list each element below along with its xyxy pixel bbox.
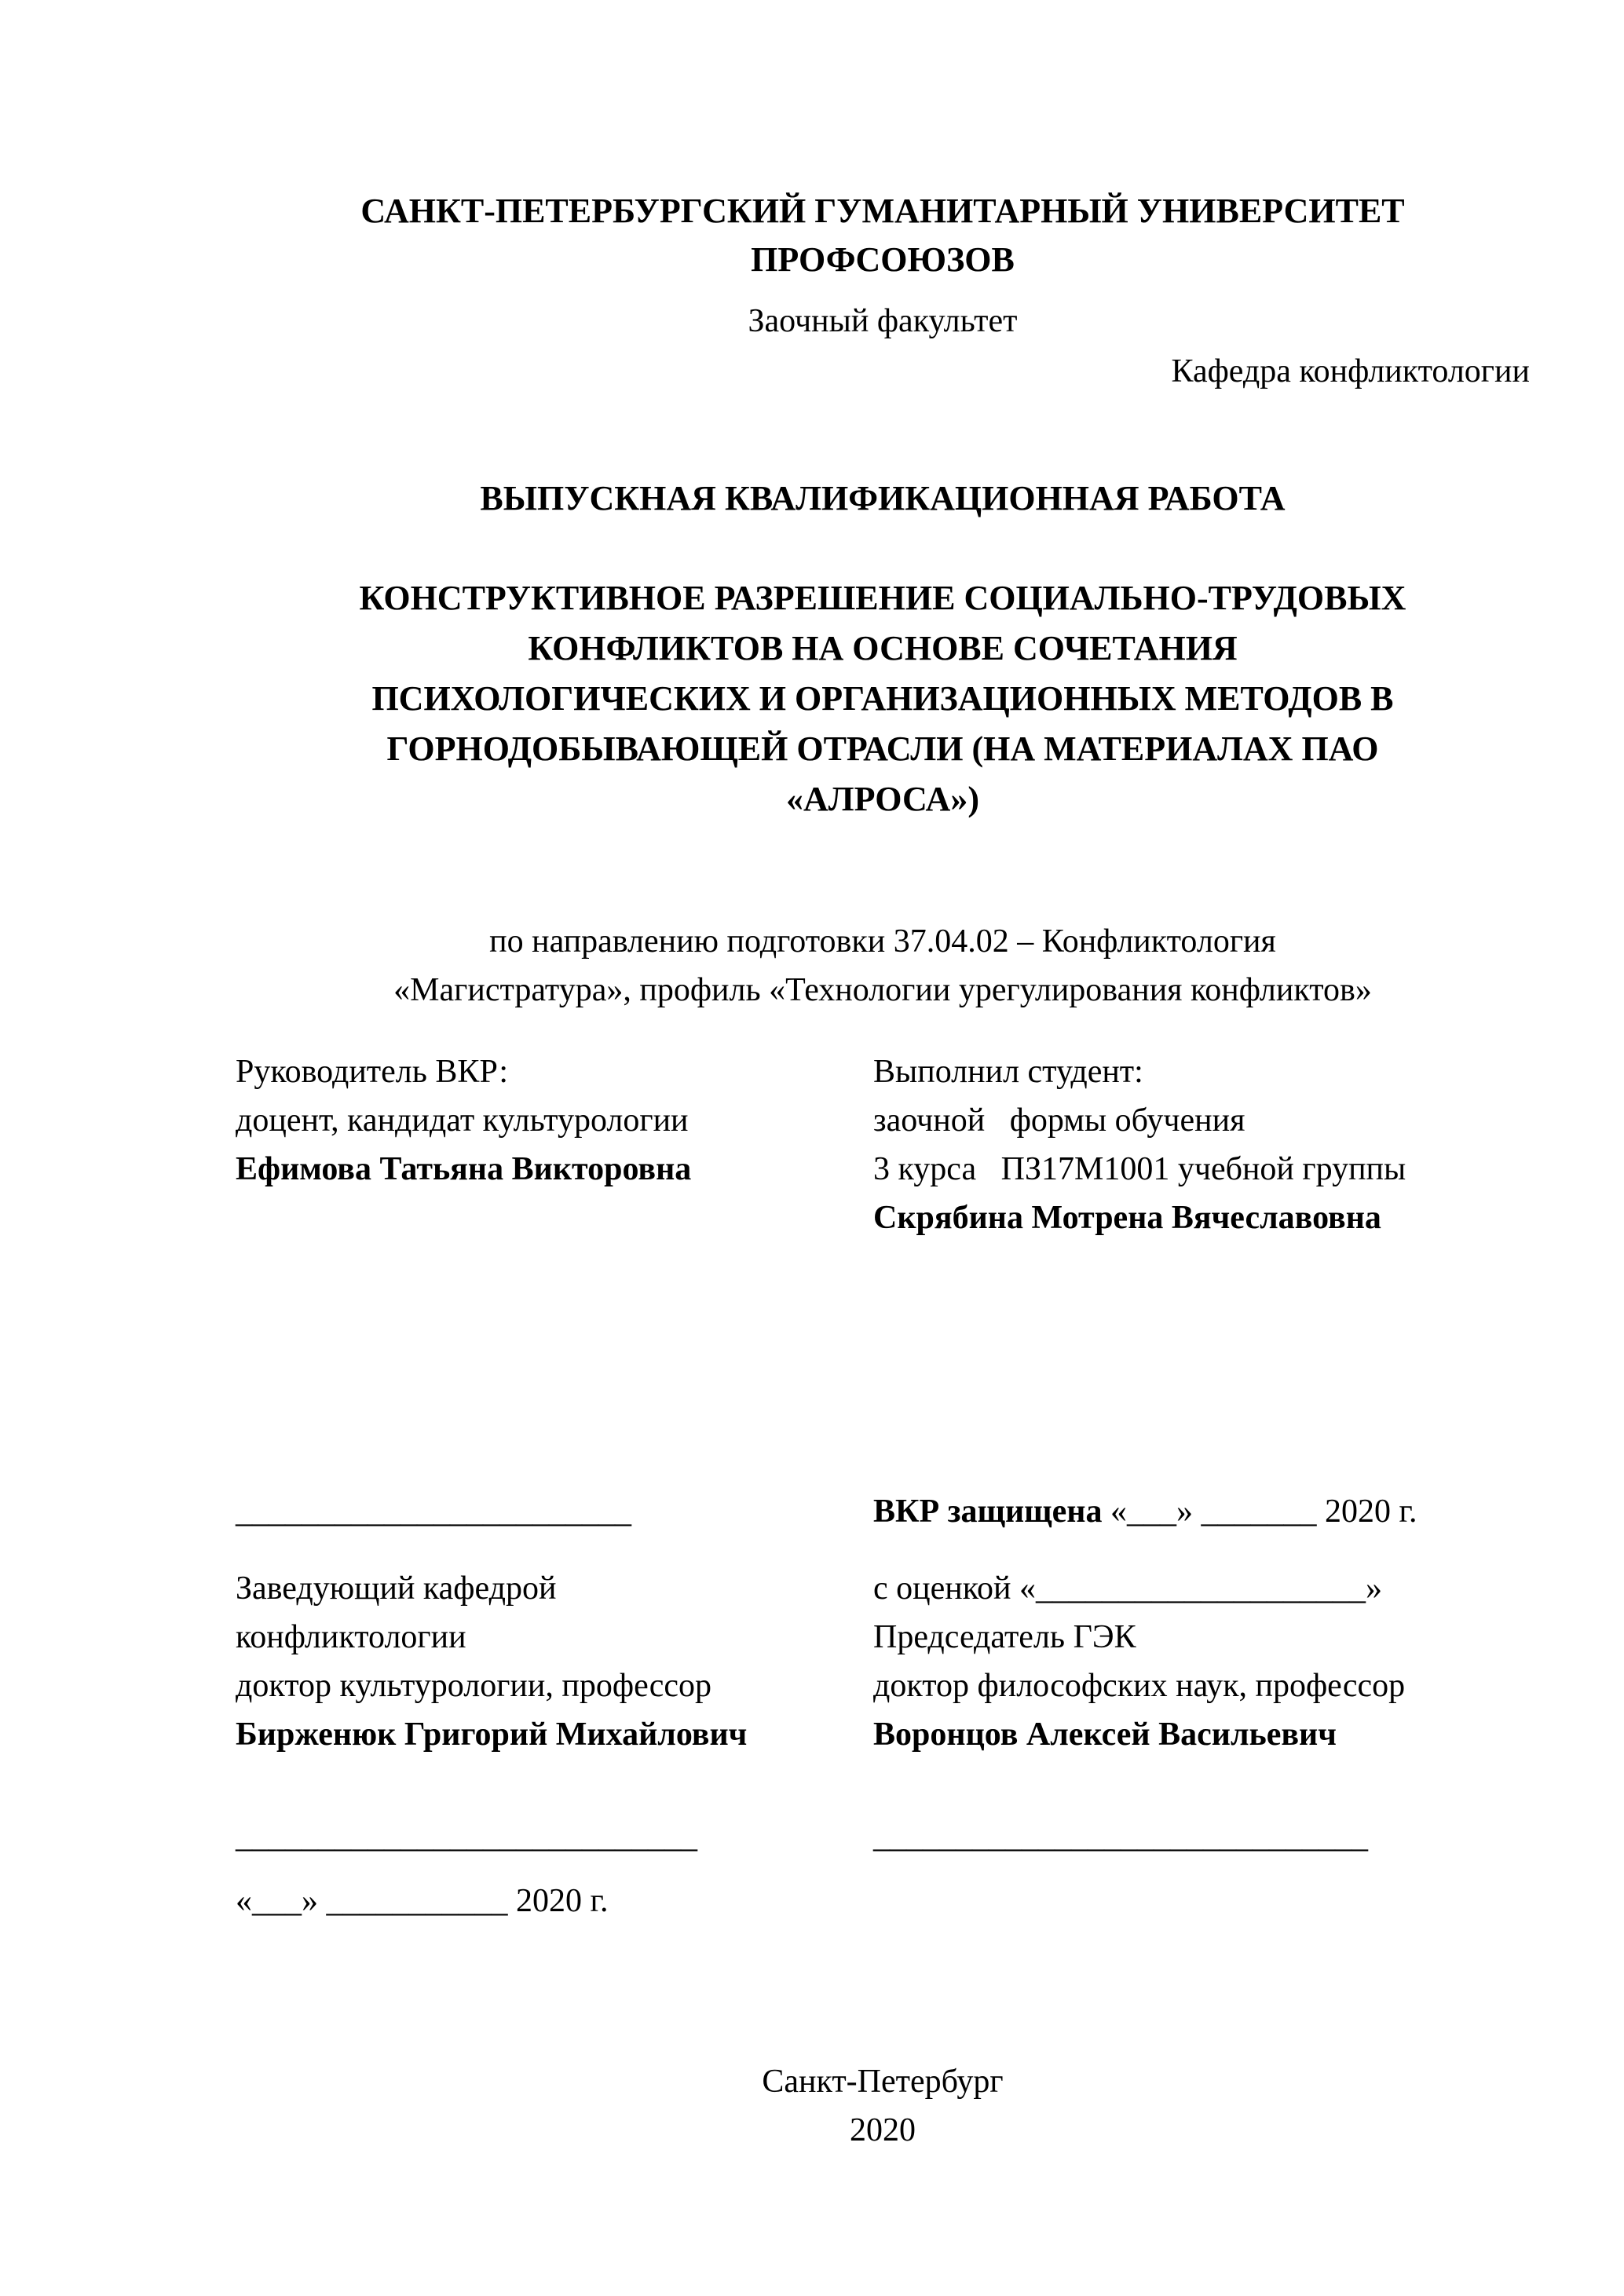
- signature-line: ____________________________: [236, 1819, 697, 1855]
- officials-block: [236, 1564, 1530, 1759]
- defense-status-line: [873, 1487, 1530, 1536]
- footer-block: [236, 2057, 1530, 2155]
- thesis-title-line: ПСИХОЛОГИЧЕСКИХ И ОРГАНИЗАЦИОННЫХ МЕТОДОВ В: [371, 679, 1394, 718]
- student-label: Выполнил студент:: [873, 1054, 1143, 1090]
- student-block: [873, 1047, 1530, 1242]
- city-name: Санкт-Петербург: [762, 2064, 1004, 2100]
- faculty-name: Заочный факультет: [748, 303, 1018, 339]
- student-study-form: заочной формы обучения: [873, 1102, 1245, 1139]
- defense-status-label: ВКР защищена: [873, 1493, 1103, 1530]
- date-row: [236, 1877, 1530, 1925]
- signature-line: ________________________: [236, 1493, 631, 1530]
- thesis-title-line: КОНСТРУКТИВНОЕ РАЗРЕШЕНИЕ СОЦИАЛЬНО-ТРУДОВЫХ: [359, 579, 1406, 617]
- thesis-title-line: «АЛРОСА»): [786, 780, 979, 818]
- signature-lines-row: [236, 1812, 1530, 1861]
- study-direction-line: «Магистратура», профиль «Технологии урегулирования конфликтов»: [393, 972, 1372, 1008]
- supervisor-degree: доцент, кандидат культурологии: [236, 1102, 689, 1139]
- department-head-position: Заведующий кафедрой: [236, 1570, 557, 1607]
- study-direction: [236, 917, 1530, 1015]
- study-direction-line: по направлению подготовки 37.04.02 – Конфликтология: [489, 923, 1276, 960]
- date-blank-line: «___» ___________ 2020 г.: [236, 1883, 609, 1919]
- thesis-title: [236, 573, 1530, 824]
- university-name: САНКТ-ПЕТЕРБУРГСКИЙ ГУМАНИТАРНЫЙ УНИВЕРСИТЕТ ПРОФСОЮЗОВ: [360, 192, 1405, 279]
- student-group: 3 курса ПЗ17М1001 учебной группы: [873, 1151, 1406, 1187]
- department-head-position: конфликтологии: [236, 1619, 466, 1655]
- supervisor-role-label: Руководитель ВКР:: [236, 1054, 509, 1090]
- year: 2020: [850, 2112, 916, 2148]
- thesis-title-line: КОНФЛИКТОВ НА ОСНОВЕ СОЧЕТАНИЯ: [528, 629, 1238, 667]
- thesis-title-line: ГОРНОДОБЫВАЮЩЕЙ ОТРАСЛИ (НА МАТЕРИАЛАХ ПАО: [386, 729, 1379, 768]
- department-head-block: [236, 1564, 873, 1759]
- department-head-name: Бирженюк Григорий Михайлович: [236, 1717, 748, 1753]
- grade-blank-line: с оценкой «____________________»: [873, 1570, 1382, 1607]
- committee-chair-name: Воронцов Алексей Васильевич: [873, 1717, 1337, 1753]
- work-type-heading: ВЫПУСКНАЯ КВАЛИФИКАЦИОННАЯ РАБОТА: [480, 479, 1286, 517]
- committee-chair-position: Председатель ГЭК: [873, 1619, 1136, 1655]
- supervisor-block: [236, 1047, 873, 1242]
- department-head-degree: доктор культурологии, профессор: [236, 1668, 712, 1704]
- defense-row: [236, 1487, 1530, 1536]
- committee-block: [873, 1564, 1530, 1759]
- signature-line: ______________________________: [873, 1819, 1368, 1855]
- supervisor-name: Ефимова Татьяна Викторовна: [236, 1151, 692, 1187]
- student-name: Скрябина Мотрена Вячеславовна: [873, 1200, 1381, 1236]
- committee-chair-degree: доктор философских наук, профессор: [873, 1668, 1406, 1704]
- people-block: [236, 1047, 1530, 1242]
- department-name: Кафедра конфликтологии: [1171, 353, 1530, 389]
- defense-date-blank: «___» _______ 2020 г.: [1110, 1493, 1417, 1530]
